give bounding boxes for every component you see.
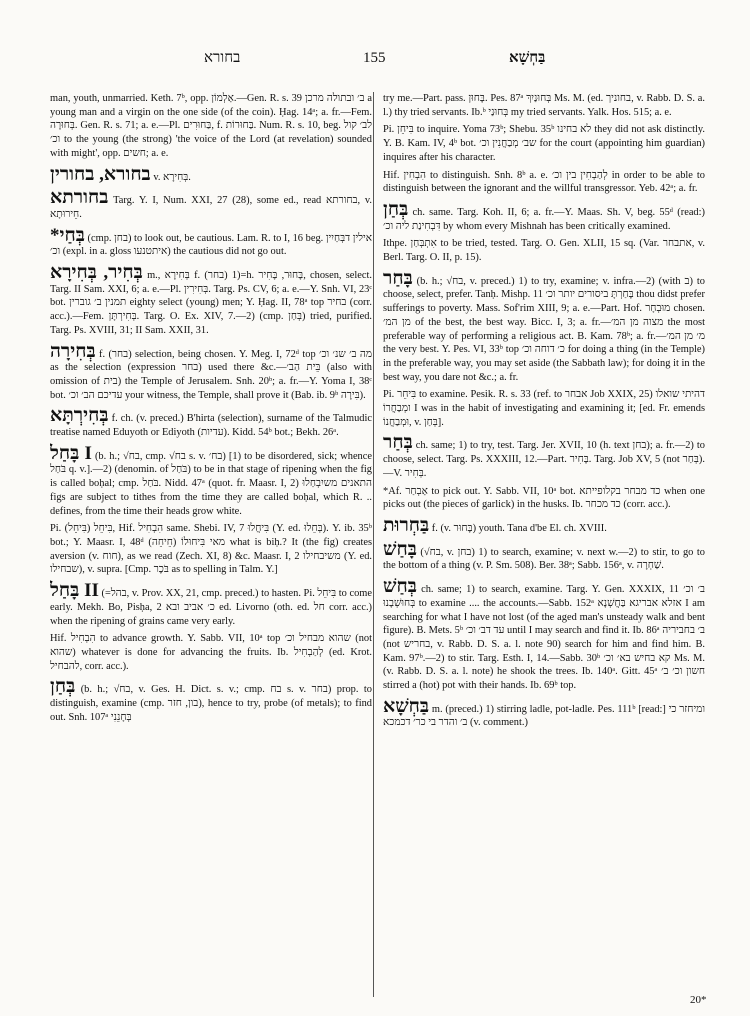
- entry-definition: (cmp. בחן) to look out, be cautious. Lam. R. to I, 16 beg. אילין דבְּחַיִין וכ׳ (expl. in a. gloss איתטנעו) the cautious did not go out.: [50, 232, 372, 258]
- dictionary-entry: [383, 92, 705, 119]
- entry-definition: try me.—Part. pass. בָּחוּן. Pes. 87ᵃ בְּחוּנַיִךְ Ms. M. (ed. בחוניך, v. Rabb. D. S. a. l.) thy tried servants. Ib.ᵇ בְּחוּנַי my tried servants. Yalk. Hos. 515; a. e.: [383, 93, 705, 118]
- entry-headword: בָּחַר: [383, 267, 413, 289]
- dictionary-entry: [50, 263, 372, 338]
- column-divider: [373, 92, 374, 997]
- entry-headword: בַּחְרוּת: [383, 514, 430, 536]
- entry-headword: בְּחִירְתָּא: [50, 405, 109, 427]
- entry-definition: f. (בחר) selection, being chosen. Y. Meg. I, 72ᵈ top מה ב׳ שנ׳ וכ׳ as the selection (expression בחר) used there &c.—בֵּית הַב׳ (also with omission of בית) the Temple of Jerusalem. Snh. 20ᵇ; a. fr.—Y. Yoma I, 38ᶜ bot. עדיכם הב׳ וכ׳ your witness, the Temple, shall prove it (Bab. ib. 9ᵇ בִּירָה).: [50, 348, 372, 401]
- dictionary-entry: [50, 522, 372, 577]
- entry-headword: בַּחְשָׁא: [383, 695, 430, 717]
- entry-headword: בחורא, בחורין: [50, 163, 151, 185]
- entry-headword: בְּחַשׁ: [383, 576, 417, 598]
- entry-definition: (=בהל, v. Prov. XX, 21, cmp. preced.) to hasten. Pi. בִּיחֵל to come early. Mekh. Bo, Pisḥa, 2 כ׳ אביב ובא ed. Livorno (oth. ed. חל corr. acc.) when the ripening of grains came very early.: [50, 588, 372, 627]
- entry-definition: Targ. Y. I, Num. XXI, 27 (28), some ed., read בחורתא, v. חֵירוּתָא.: [50, 195, 372, 220]
- entry-definition: Ithpe. אִתְבְּחַן to be tried, tested. Targ. O. Gen. XLII, 15 sq. (Var. אתבחר, v. Berl. Targ. O. II, p. 15).: [383, 238, 705, 264]
- dictionary-entry: [383, 237, 705, 264]
- dictionary-entry: [50, 226, 372, 259]
- entry-headword: *בְּחַי: [50, 224, 85, 246]
- right-column: [383, 92, 705, 998]
- signature-mark: 20*: [690, 994, 707, 1006]
- dictionary-entry: [383, 269, 705, 385]
- entry-definition: Pi. בִּיחֵן to inquire. Yoma 73ᵇ; Shebu. 35ᵇ לא בחינו they did not ask distinctly. Y. B. Kam. IV, 4ᵇ bot. שב׳ מְבַחֲנִין וכ׳ for the court (appointing him guardian) inquires after his character.: [383, 124, 705, 163]
- entry-headword: בְּחִיר, בְּחִירָא: [50, 262, 143, 284]
- dictionary-entry: [383, 433, 705, 480]
- dictionary-entry: [383, 200, 705, 233]
- entry-definition: Pi. בִּיחֵל (בִּיחֵל), Hif. הִבְחִיל same. Shebi. IV, 7 בִּיחֲלוּ (Y. ed. בְּחֵלוּ). Y. ib. 35ᵇ bot.; Y. Maasr. I, 48ᵈ (חֵיחֵה) מאי בִּיחוּלוֹ what is biḥ.? It (the fig) creates aversion (v. חוח), as we read (Zech. XI, 8) &c. Maasr. I, 2 משיבחילו (Y. ed. שבחילו), v. supra. [Cmp. בֹּכֶר as to spelling in Talm. Y.]: [50, 523, 372, 576]
- entry-definition: f. (v. בָּחוּר) youth. Tana d'be El. ch. XVIII.: [431, 522, 607, 534]
- left-column: [50, 92, 372, 998]
- entry-definition: man, youth, unmarried. Keth. 7ᵇ, opp. אַלְמוֹן.—Gen. R. s. 39 ב׳ ובתולה מרכן a young man and a virgin on the one side (of the coin). Ḥag. 14ᵃ; a. fr.—Fem. בְּחוּרָה. Gen. R. s. 71; a. e.—Pl. בַּחוּרִים, f. בַּחוּרוֹת. Num. R. s. 10, beg. לב׳ קול וכ׳ to the young (the strong) 'the voice of the Lord (at revelation) sounded with might', opp. חשים; a. e.: [50, 93, 372, 159]
- page-number: 155: [363, 50, 386, 66]
- right-running-heading: בַּחְשָׁא: [509, 50, 546, 66]
- dictionary-entry: [50, 165, 372, 185]
- dictionary-entry: [50, 188, 372, 221]
- dictionary-entry: [50, 581, 372, 628]
- dictionary-entry: [383, 516, 705, 536]
- entry-definition: m. (preced.) 1) stirring ladle, pot-ladle. Pes. 111ᵇ [read:] ומיחזר כי ב׳ והדר בי כר׳ דכמכא (v. comment.): [383, 703, 705, 729]
- entry-headword: בְּחַן: [50, 676, 76, 698]
- entry-definition: (b. h.; √בח, v. Ges. H. Dict. s. v.; cmp. בח s. v. בחר) prop. to distinguish, examine (cmp. בון, חזר), hence to try, probe (of metals); to find out. Snh. 107ᵃ בְּחָנֵנִי: [50, 684, 372, 723]
- running-head: [0, 50, 750, 76]
- dictionary-entry: [383, 697, 705, 730]
- dictionary-entry: [383, 577, 705, 693]
- entry-definition: (b. h.; √בח, v. preced.) 1) to try, examine; v. infra.—2) (with ב) to choose, select, prefer. Tanḥ. Mishp. 11 בָּחַרְתָּ ביסורים יותר וכ׳ thou didst prefer sufferings to poverty. Mass. Sof'rim XIII, 9; a. e.—Part. Hof. מוּבְחָר chosen. מן המ׳ of the best, the best way. Bicc. I, 3; a. fr.—מצוה מן המ׳ the most preferable way of performing a religious act. B. Kam. 78ᵇ; a. fr.—מ׳ מן המ׳ the very best. Y. Pes. VI, 33ᵇ top כ׳ דוחה וכ׳ for doing a thing (in the Temple) in the preferable way, you may set aside (the Sabbath law); for doing it in the best way, you dare not &c.; a. fr.: [383, 275, 705, 383]
- entry-definition: ch. same; 1) to search, examine. Targ. Y. Gen. XXXIX, 11 ב׳ וכ׳ בְּחוּשְׁבָנוּ to examine .... the accounts.—Sabb. 152ᵃ אזלא אבריגא בַּחֲשְׁנָא I am searching for what I have not lost (of the aged man's unsteady walk and bent figure). B. Mets. 5ᵇ עד דב׳ וכ׳ until I may search and find it. Ib. 86ᵃ ב׳ בחביריה (not בחריש, v. Rabb. D. S. a. l. note 90) search for him and find him. B. Kam. 97ᵇ.—2) to stir. Targ. Esth. I, 14.—Sabb. 30ᵇ קא בחיש בא׳ וכ׳ Ms. M. (v. Rabb. D. S. a. l. note) he shook the trees. Ib. 140ᵃ. Gitt. 45ᵃ חשון וכ׳ ב׳ stirred a (hot) pot with their hands. Ib. 69ᵇ top.: [383, 584, 705, 692]
- entry-headword: בָּחַל I: [50, 442, 92, 464]
- dictionary-entry: [383, 123, 705, 164]
- entry-definition: ch. same; 1) to try, test. Targ. Jer. XVII, 10 (h. text בחן); a. fr.—2) to choose, select. Targ. Ps. XXXIII, 12.—Part. בָּחִיר. Targ. Job XV, 5 (not בְּחַר).—V. בְּחִיר.: [383, 440, 705, 479]
- dictionary-entry: [383, 485, 705, 512]
- entry-definition: f. ch. (v. preced.) B'hirta (selection), surname of the Talmudic treatise named Eduyoth or Ediyoth (עדיות). Kidd. 54ᵇ bot.; Bekh. 26ᵃ.: [50, 413, 372, 439]
- entry-definition: m., בְּחִירָא f. (בחר) 1)=h. בָּחוּר, בָּחִיר, chosen, select. Targ. II Sam. XXI, 6; a. e.—Pl. בְּחִירִין. Targ. Ps. CV, 6; a. e.—Y. Snh. VI, 23ᶜ bot. תמנין ב׳ גוברין eighty select (young) men; Y. Ḥag. II, 78ᵃ top בחיר (corr. acc.).—Fem. בְּחִירְתָּן. Targ. O. Ex. XIV, 7.—2) (cmp. בְּחַן) tried, purified. Targ. Ps. XVIII, 31; II Sam. XXII, 31.: [50, 270, 372, 336]
- dictionary-entry: [50, 677, 372, 724]
- left-running-heading: בחורא: [204, 50, 241, 66]
- entry-definition: Hif. הִבְחִין to distinguish. Snh. 8ᵇ a. e. לְהַבְחִין בין וכ׳ in order to be able to distinguish between the ignorant and the willful transgressor. Yeb. 42ᵃ; a. fr.: [383, 169, 705, 195]
- dictionary-entry: [50, 632, 372, 673]
- entry-headword: בְּחִירָה: [50, 340, 96, 362]
- entry-headword: בָּחַשׁ: [383, 538, 417, 560]
- entry-headword: בְּחַר: [383, 432, 413, 454]
- entry-definition: (√בח, v. בחן) 1) to search, examine; v. next w.—2) to stir, to go to the bottom of a thing (v. P. Sm. 508). Ber. 38ᵃ; Sabb. 156ᵃ, v. שַׁחְרָה.: [383, 546, 705, 572]
- dictionary-entry: [383, 169, 705, 196]
- entry-definition: Pi. בִּיחֵר to examine. Pesik. R. s. 33 (ref. to אבחר Job XXIX, 25) דהיתי שואלו ומְבַחֲרוֹ I was in the habit of investigating and examining it; [ed. Fr. emends וּמְבַחֲנוֹ, v. בְּחַן].: [383, 389, 705, 428]
- dictionary-entry: [50, 406, 372, 439]
- entry-definition: v. בְּחִירָא.: [153, 171, 191, 183]
- dictionary-entry: [50, 444, 372, 519]
- dictionary-entry: [383, 388, 705, 429]
- dictionary-entry: [383, 540, 705, 573]
- entry-headword: בחורתא: [50, 187, 109, 209]
- entry-definition: (b. h.; √בח, cmp. √בח s. v. בח׳) [1) to be disordered, sick; whence בֹּחַל q. v.].—2) (denomin. of בֹּחַל) to be in that stage of ripening when the fig is called boḥal; cmp. בֹּחַל. Nidd. 47ᵃ (quot. fr. Maasr. I, 2) התאנים משיִבְחַלוּ figs are subject to tithes from the time they are called boḥal, which R. .. defines, from the time their heads grow white.: [50, 450, 372, 517]
- entry-headword: בְּחַן: [383, 198, 409, 220]
- entry-headword: בָּחַל II: [50, 580, 99, 602]
- entry-definition: Hif. הִבְחִיל to advance growth. Y. Sabb. VII, 10ᵃ top שהוא מבחיל וכ׳ (not שהוא) whatever is done for advancing the fruits. Ib. לְהַבְחִיל (ed. Krot. להבחיל, corr. acc.).: [50, 633, 372, 672]
- entry-definition: ch. same. Targ. Koh. II, 6; a. fr.—Y. Maas. Sh. V, beg. 55ᵈ (read:) דִּבְחִינַת ליה וכ׳ by whom every Mishnah has been critically examined.: [383, 206, 705, 232]
- dictionary-entry: [50, 92, 372, 161]
- entry-definition: *Af. אַבְחַר to pick out. Y. Sabb. VII, 10ᵃ bot. כד מבחר בקלופייתא when one picks out (the pieces of garlick) in the husks. Ib. כד מכחר (corr. acc.).: [383, 485, 705, 511]
- dictionary-entry: [50, 342, 372, 403]
